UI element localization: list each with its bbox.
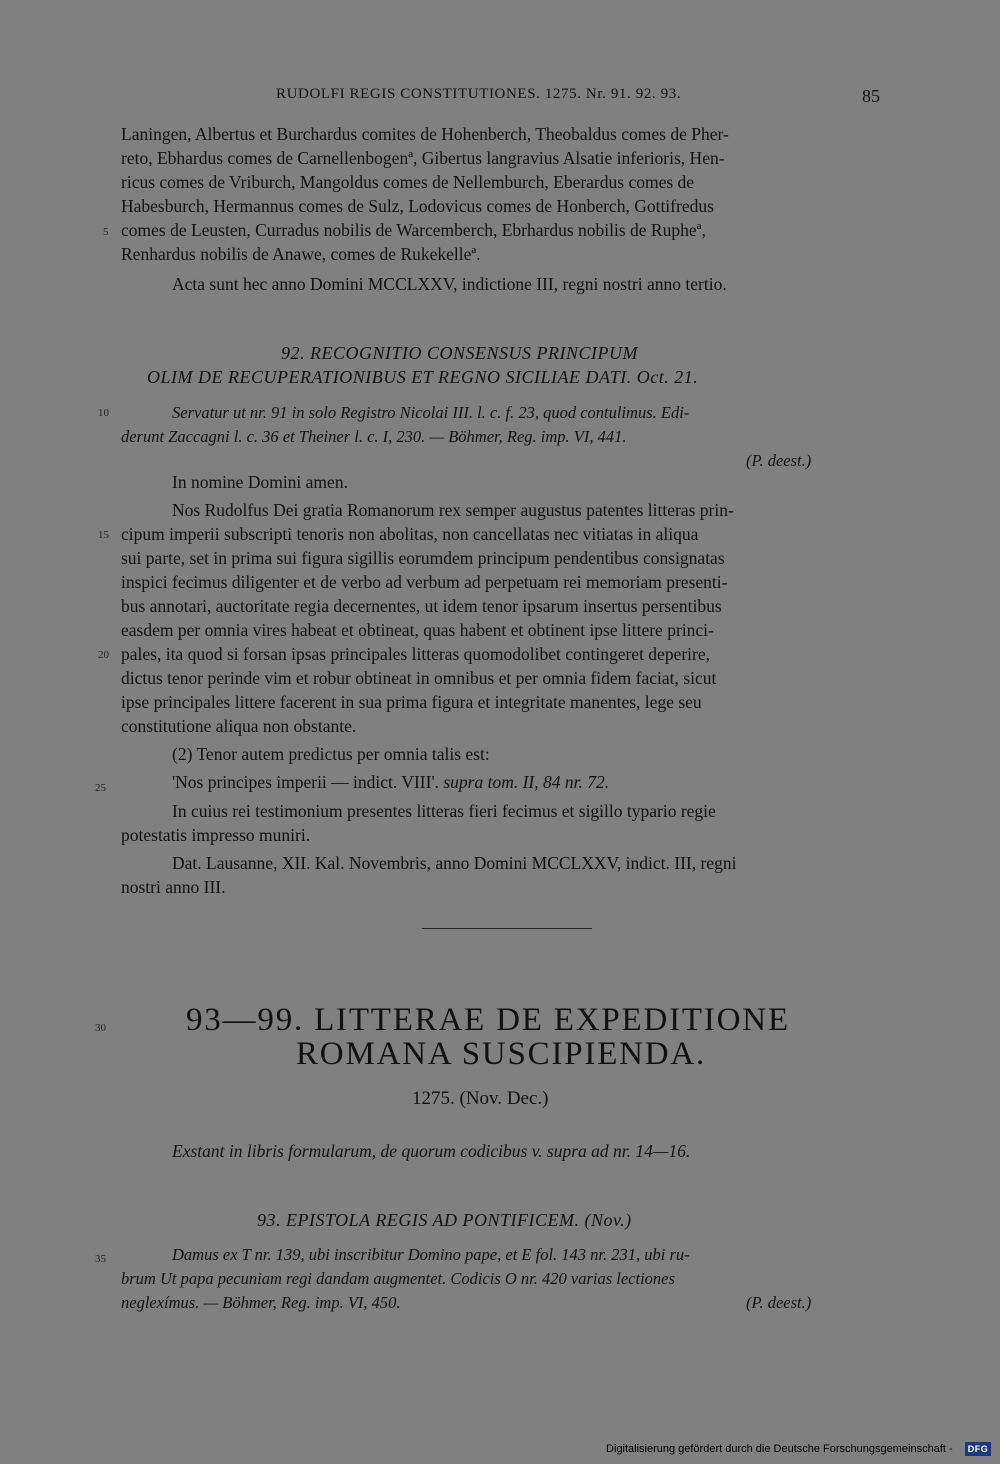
body-line: inspici fecimus diligenter et de verbo ad verbum ad perpetuam rei memoriam presenti- [121, 572, 728, 592]
section-92-subtitle: OLIM DE RECUPERATIONIBUS ET REGNO SICILIAE DATI. Oct. 21. [147, 367, 699, 387]
section-93-title: 93. EPISTOLA REGIS AD PONTIFICEM. (Nov.) [257, 1210, 632, 1230]
section-92-title: 92. RECOGNITIO CONSENSUS PRINCIPUM [281, 343, 638, 363]
page-number: 85 [862, 86, 880, 106]
source-note: brum Ut papa pecuniam regi dandam augmentet. Codicis O nr. 420 varias lectiones [121, 1269, 675, 1288]
top-paragraph-line: comes de Leusten, Curradus nobilis de Warcemberch, Ebrhardus nobilis de Rupheª, [121, 220, 706, 240]
source-note: neglexímus. — Böhmer, Reg. imp. VI, 450. [121, 1293, 401, 1312]
body-line: bus annotari, auctoritate regia decernentes, ut idem tenor ipsarum insertus persentibus [121, 596, 722, 616]
section-note: Exstant in libris formularum, de quorum codicibus v. supra ad nr. 14—16. [172, 1141, 691, 1161]
line-number: 25 [95, 782, 106, 794]
top-paragraph-line: Laningen, Albertus et Burchardus comites de Hohenberch, Theobaldus comes de Pher- [121, 124, 729, 144]
digitization-credit: Digitalisierung gefördert durch die Deutsche Forschungsgemeinschaft - [606, 1443, 953, 1455]
source-note: derunt Zaccagni l. c. 36 et Theiner l. c. I, 230. — Böhmer, Reg. imp. VI, 441. [121, 427, 627, 446]
dating-line: Dat. Lausanne, XII. Kal. Novembris, anno Domini MCCLXXV, indict. III, regni [172, 853, 737, 873]
top-paragraph-line: reto, Ebhardus comes de Carnellenbogenª, Gibertus langravius Alsatie inferioris, Hen- [121, 148, 725, 168]
dfg-logo: DFG [965, 1442, 991, 1456]
quote-text: 'Nos principes imperii — indict. VIII'. [172, 772, 439, 792]
dating-line: nostri anno III. [121, 877, 226, 897]
body-line: easdem per omnia vires habeat et obtineat, quas habent et obtinent ipse littere princi- [121, 620, 714, 640]
line-number: 30 [95, 1022, 106, 1034]
body-line: Nos Rudolfus Dei gratia Romanorum rex semper augustus patentes litteras prin- [172, 500, 734, 520]
line-number: 10 [98, 407, 109, 419]
line-number: 5 [103, 226, 109, 238]
body-line: constitutione aliqua non obstante. [121, 716, 357, 736]
section-heading: 93—99. LITTERAE DE EXPEDITIONE [186, 1002, 790, 1038]
acta-line: Acta sunt hec anno Domini MCCLXXV, indictione III, regni nostri anno tertio. [172, 274, 727, 294]
section-heading: ROMANA SUSCIPIENDA. [296, 1036, 707, 1072]
quote-line [172, 771, 609, 795]
body-line: ipse principales littere facerent in sua prima figura et integritate manentes, lege seu [121, 692, 702, 712]
quote-reference: supra tom. II, 84 nr. 72. [443, 772, 610, 792]
top-paragraph-line: ricus comes de Vriburch, Mangoldus comes de Nellemburch, Eberardus comes de [121, 172, 695, 192]
running-header: RUDOLFI REGIS CONSTITUTIONES. 1275. Nr. 91. 92. 93. [276, 86, 682, 102]
source-note-siglum: (P. deest.) [746, 451, 812, 470]
source-note: Damus ex T nr. 139, ubi inscribitur Domino pape, et E fol. 143 nr. 231, ubi ru- [172, 1245, 690, 1264]
source-note-siglum: (P. deest.) [746, 1293, 812, 1312]
source-note: Servatur ut nr. 91 in solo Registro Nicolai III. l. c. f. 23, quod contulimus. Edi- [172, 403, 690, 422]
line-number: 20 [98, 649, 109, 661]
top-paragraph-line: Renhardus nobilis de Anawe, comes de Rukekelleª. [121, 244, 481, 264]
section-date: 1275. (Nov. Dec.) [412, 1088, 549, 1109]
body-line: sui parte, set in prima sui figura sigillis eorumdem principum pendentibus consignatas [121, 548, 725, 568]
cuius-line: potestatis impresso muniri. [121, 825, 311, 845]
body-line: cipum imperii subscripti tenoris non abolitas, non cancellatas nec vitiatas in aliqua [121, 524, 699, 544]
body-line: dictus tenor perinde vim et robur obtineat in omnibus et per omnia fidem faciat, sicut [121, 668, 717, 688]
cuius-line: In cuius rei testimonium presentes litteras fieri fecimus et sigillo typario regie [172, 801, 716, 821]
invocation: In nomine Domini amen. [172, 472, 348, 492]
section-separator [422, 928, 592, 929]
body-line: pales, ita quod si forsan ipsas principales litteras quomodolibet contingeret deperire, [121, 644, 711, 664]
top-paragraph-line: Habesburch, Hermannus comes de Sulz, Lodovicus comes de Honberch, Gottifredus [121, 196, 714, 216]
line-number: 15 [98, 529, 109, 541]
tenor-line: (2) Tenor autem predictus per omnia talis est: [172, 744, 490, 764]
line-number: 35 [95, 1253, 106, 1265]
